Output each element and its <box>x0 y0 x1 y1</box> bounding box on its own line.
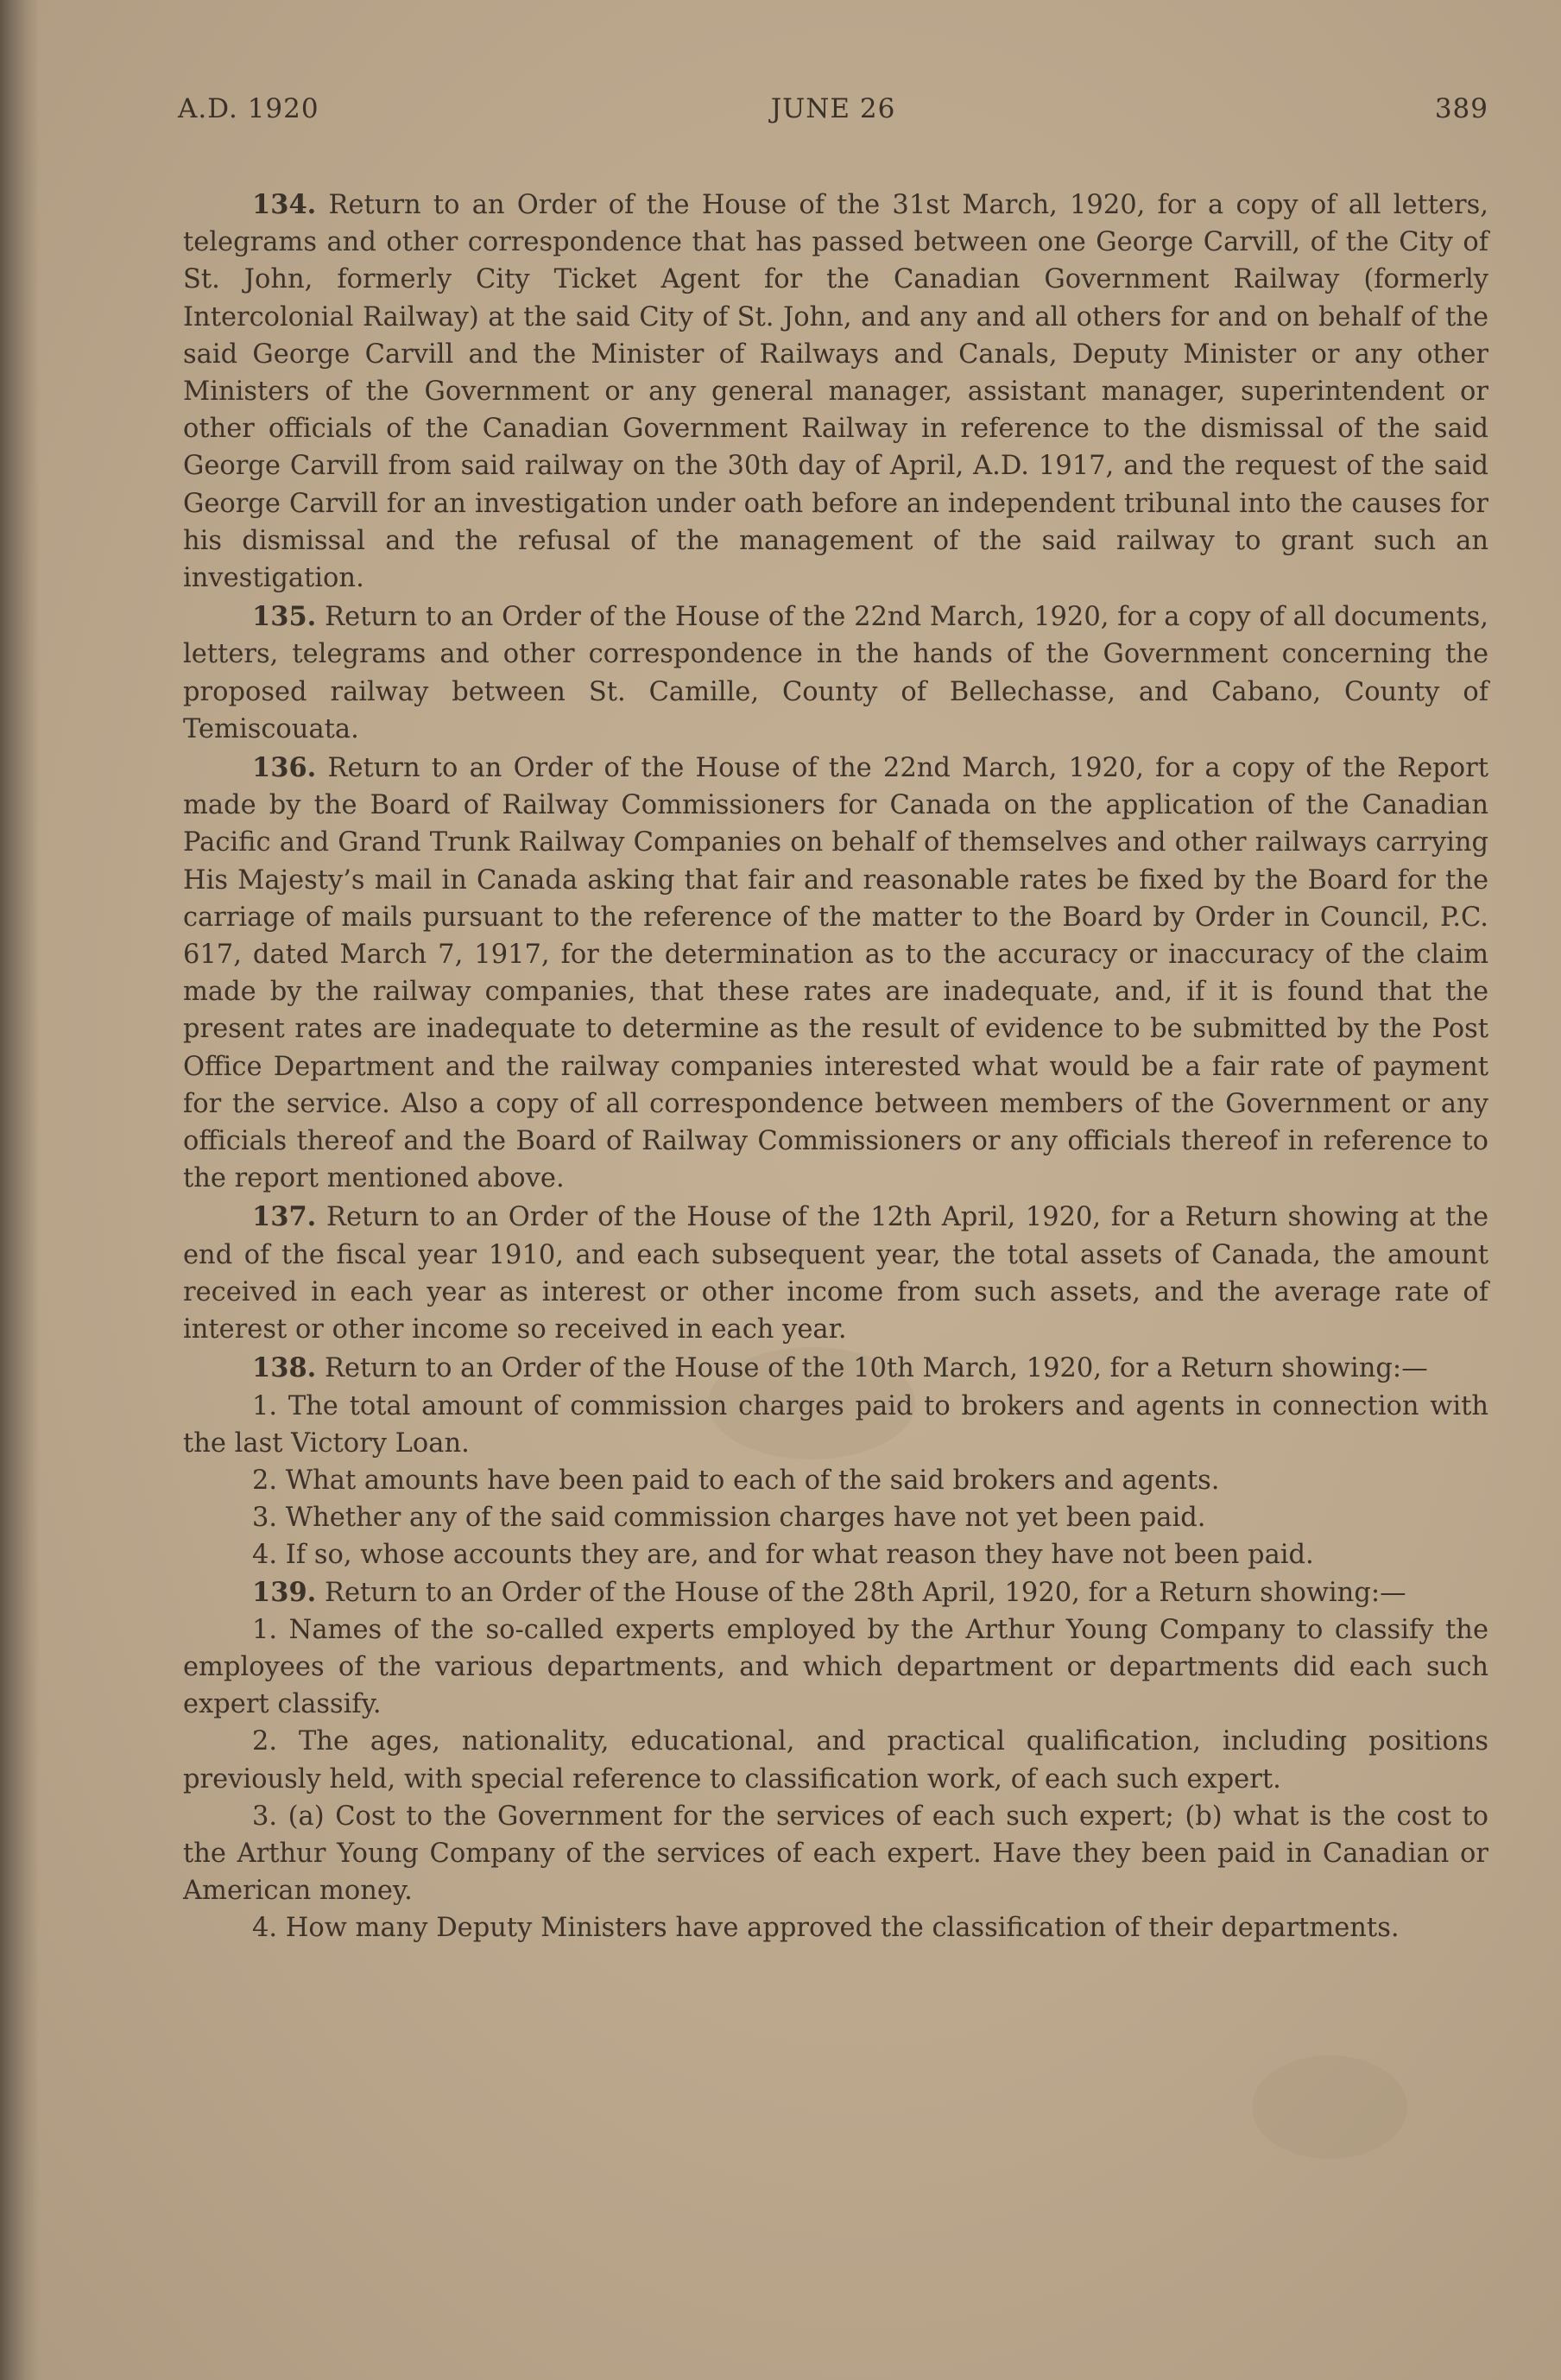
item-number: 135. <box>252 601 317 633</box>
item-139-subitem-1: 1. Names of the so-called experts employed by the Arthur Young Company to classify the employees of the various departments, and which department or departments did each such expert classify. <box>183 1614 1488 1720</box>
item-text: Return to an Order of the House of the 22nd March, 1920, for a copy of the Report made by the Board of Railway Commissioners for Canada on the application of the Canadian Pacific and Grand Trunk Railway Companies on behalf of themselves and other railways carrying His Majesty’s mail in Canada asking that fair and reasonable rates be fixed by the Board for the carriage of mails pursuant to the reference of the matter to the Board by Order in Council, P.C. 617, dated March 7, 1917, for the determination as to the accuracy or inaccuracy of the claim made by the railway companies, that these rates are inadequate, and, if it is found that the present rates are inadequate to determine as the result of evidence to be submitted by the Post Office Department and the railway companies interested what would be a fair rate of payment for the service. Also a copy of all correspondence between members of the Government or any officials thereof and the Board of Railway Commissioners or any officials thereof in reference to the report mentioned above. <box>183 753 1488 1194</box>
header-year: A.D. 1920 <box>178 93 319 124</box>
item-139-subitem-4: 4. How many Deputy Ministers have approved the classification of their departments. <box>252 1913 1400 1944</box>
paper-stain <box>1252 2055 1407 2159</box>
item-text: Return to an Order of the House of the 22nd March, 1920, for a copy of all documents, letters, telegrams and other correspondence in the hands of the Government concerning the proposed railway between St. Camille, County of Bellechasse, and Cabano, County of Temiscouata. <box>183 602 1489 744</box>
page-header <box>178 93 1488 145</box>
item-text: Return to an Order of the House of the 12th April, 1920, for a Return showing at the end of the fiscal year 1910, and each subsequent year, the total assets of Canada, the amount received in each year as interest or other income from such assets, and the average rate of interest or other income so received in each year. <box>183 1202 1488 1345</box>
item-139-subitem-2: 2. The ages, nationality, educational, and practical qualification, including positions previously held, with special reference to classification work, of each such expert. <box>183 1726 1488 1794</box>
page-number: 389 <box>1434 93 1488 124</box>
item-number: 136. <box>252 752 317 784</box>
item-139 <box>183 1574 1488 1611</box>
item-138-subitem-2: 2. What amounts have been paid to each of the said brokers and agents. <box>252 1465 1220 1496</box>
item-number: 137. <box>252 1201 317 1233</box>
item-text: Return to an Order of the House of the 31st March, 1920, for a copy of all letters, telegrams and other correspondence that has passed between one George Carvill, of the City of St. John, formerly City Ticket Agent for the Canadian Government Railway (formerly Intercolonial Railway) at the said City of St. John, and any and all others for and on behalf of the said George Carvill and the Minister of Railways and Canals, Deputy Minister or any other Ministers of the Government or any general manager, assistant manager, superintendent or other officials of the Canadian Government Railway in reference to the dismissal of the said George Carvill from said railway on the 30th day of April, A.D. 1917, and the request of the said George Carvill for an investigation under oath before an independent tribunal into the causes for his dismissal and the refusal of the management of the said railway to grant such an investigation. <box>183 190 1488 594</box>
item-number: 138. <box>252 1352 317 1384</box>
item-138-subitem-1: 1. The total amount of commission charges paid to brokers and agents in connection with the last Victory Loan. <box>183 1390 1488 1459</box>
header-date: JUNE 26 <box>770 93 896 124</box>
item-137 <box>183 1199 1488 1348</box>
item-134 <box>183 187 1488 597</box>
item-135 <box>183 598 1488 748</box>
item-text: Return to an Order of the House of the 10th March, 1920, for a Return showing:— <box>325 1353 1428 1384</box>
item-number: 134. <box>252 189 317 220</box>
item-138 <box>183 1350 1488 1387</box>
item-136 <box>183 750 1488 1197</box>
page-binding-edge <box>0 0 40 2380</box>
item-text: Return to an Order of the House of the 28th April, 1920, for a Return showing:— <box>325 1577 1406 1608</box>
document-body <box>183 187 1488 1947</box>
item-138-subitem-4: 4. If so, whose accounts they are, and for what reason they have not been paid. <box>252 1540 1314 1571</box>
item-138-subitem-3: 3. Whether any of the said commission charges have not yet been paid. <box>252 1503 1206 1534</box>
item-number: 139. <box>252 1576 317 1608</box>
item-139-subitem-3: 3. (a) Cost to the Government for the services of each such expert; (b) what is the cost to the Arthur Young Company of the services of each expert. Have they been paid in Canadian or American money. <box>183 1801 1488 1907</box>
